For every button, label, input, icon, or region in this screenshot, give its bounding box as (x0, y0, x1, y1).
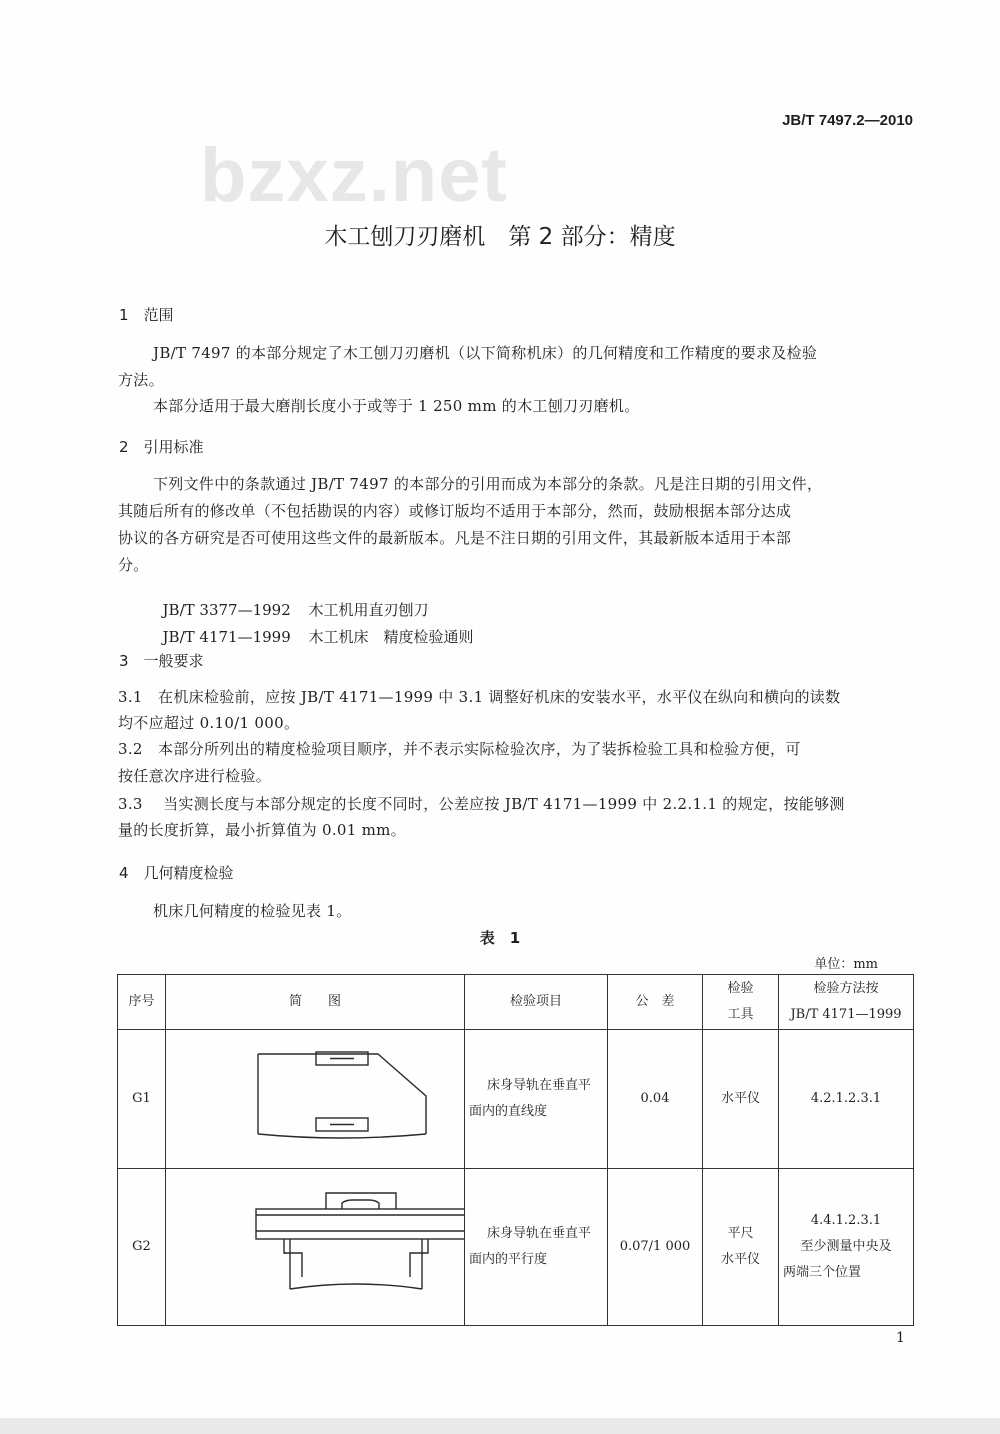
row-tool-line-1: 平尺 (727, 1226, 754, 1241)
row-tool (703, 1030, 779, 1169)
section-1-para-1-line-2: 方法。 (118, 371, 164, 389)
row-method-line-2: 至少测量中央及 (800, 1239, 892, 1254)
header-sketch: 简 图 (166, 975, 465, 1030)
section-4-heading: 4 几何精度检验 (119, 864, 234, 882)
header-method (779, 975, 914, 1030)
reference-title: 木工机床 精度检验通则 (308, 628, 474, 646)
header-tool-line-1: 检验 (727, 981, 754, 996)
row-no: G1 (118, 1030, 166, 1169)
header-no: 序号 (118, 975, 166, 1030)
row-no: G2 (118, 1169, 166, 1326)
section-2-para-line-4: 分。 (118, 556, 149, 574)
header-tool-line-2: 工具 (727, 1007, 754, 1022)
row-tool-line-1: 水平仪 (720, 1091, 760, 1106)
row-item-line-2: 面内的直线度 (469, 1104, 548, 1119)
section-4-para: 机床几何精度的检验见表 1。 (153, 902, 352, 920)
clause-3-2-line-2: 按任意次序进行检验。 (118, 767, 272, 785)
row-method (779, 1030, 914, 1169)
header-method-line-1: 检验方法按 (813, 981, 879, 996)
row-tool-line-2: 水平仪 (720, 1252, 760, 1267)
clause-3-2-line-1: 3.2 本部分所列出的精度检验项目顺序，并不表示实际检验次序，为了装拆检验工具和检验方便，可 (118, 740, 801, 758)
section-1-para-2: 本部分适用于最大磨削长度小于或等于 1 250 mm 的木工刨刀刃磨机。 (153, 397, 640, 415)
header-tool (703, 975, 779, 1030)
watermark: bzxz.net (200, 133, 508, 218)
reference-title: 木工机用直刃刨刀 (308, 601, 429, 619)
section-2-heading: 2 引用标准 (119, 438, 204, 456)
section-1-heading: 1 范围 (119, 306, 174, 324)
row-method-line-1: 4.2.1.2.3.1 (810, 1091, 882, 1106)
table-header-row (118, 975, 914, 1030)
row-item (465, 1169, 608, 1326)
reference-item (153, 608, 474, 647)
standard-number: JB/T 7497.2—2010 (782, 112, 913, 129)
row-item-line-1: 床身导轨在垂直平 (487, 1226, 592, 1241)
viewer-bottom-bar (0, 1418, 1000, 1434)
header-tolerance: 公 差 (608, 975, 703, 1030)
bed-guide-parallelism-sketch (166, 1169, 465, 1315)
row-item-line-2: 面内的平行度 (469, 1252, 548, 1267)
row-method-line-3: 两端三个位置 (783, 1265, 862, 1280)
clause-3-1-line-1: 3.1 在机床检验前，应按 JB/T 4171—1999 中 3.1 调整好机床的安装水平，水平仪在纵向和横向的读数 (118, 688, 841, 706)
table-row (118, 1030, 914, 1169)
accuracy-table (117, 974, 914, 1326)
section-2-para-line-1: 下列文件中的条款通过 JB/T 7497 的本部分的引用而成为本部分的条款。凡是注日期的引用文件， (153, 475, 823, 493)
header-method-line-2: JB/T 4171—1999 (790, 1007, 902, 1022)
section-2-para-line-2: 其随后所有的修改单（不包括勘误的内容）或修订版均不适用于本部分，然而，鼓励根据本部分达成 (118, 502, 792, 520)
section-2-para-line-3: 协议的各方研究是否可使用这些文件的最新版本。凡是不注日期的引用文件，其最新版本适用于本部 (118, 529, 792, 547)
row-method-line-1: 4.4.1.2.3.1 (810, 1213, 882, 1228)
reference-code: JB/T 4171—1999 (162, 628, 291, 646)
table-unit: 单位：mm (814, 957, 878, 972)
header-item: 检验项目 (465, 975, 608, 1030)
reference-code: JB/T 3377—1992 (162, 601, 291, 619)
row-item (465, 1030, 608, 1169)
clause-3-3-line-2: 量的长度折算，最小折算值为 0.01 mm。 (118, 821, 406, 839)
bed-guide-straightness-sketch (166, 1030, 465, 1158)
section-1-para-1-line-1: JB/T 7497 的本部分规定了木工刨刀刃磨机（以下简称机床）的几何精度和工作精度的要求及检验 (153, 344, 818, 362)
page-number: 1 (896, 1330, 905, 1346)
table-row (118, 1169, 914, 1326)
row-tolerance: 0.04 (608, 1030, 703, 1169)
table-caption: 表 1 (479, 929, 521, 947)
row-tool (703, 1169, 779, 1326)
document-title: 木工刨刀刃磨机 第 2 部分：精度 (324, 224, 676, 250)
row-sketch (166, 1030, 465, 1169)
clause-3-1-line-2: 均不应超过 0.10/1 000。 (118, 714, 300, 732)
row-sketch (166, 1169, 465, 1326)
row-item-line-1: 床身导轨在垂直平 (487, 1078, 592, 1093)
row-tolerance: 0.07/1 000 (608, 1169, 703, 1326)
section-3-heading: 3 一般要求 (119, 652, 204, 670)
row-method (779, 1169, 914, 1326)
clause-3-3-line-1: 3.3 当实测长度与本部分规定的长度不同时，公差应按 JB/T 4171—1999 中 2.2.1.1 的规定，按能够测 (118, 795, 845, 813)
